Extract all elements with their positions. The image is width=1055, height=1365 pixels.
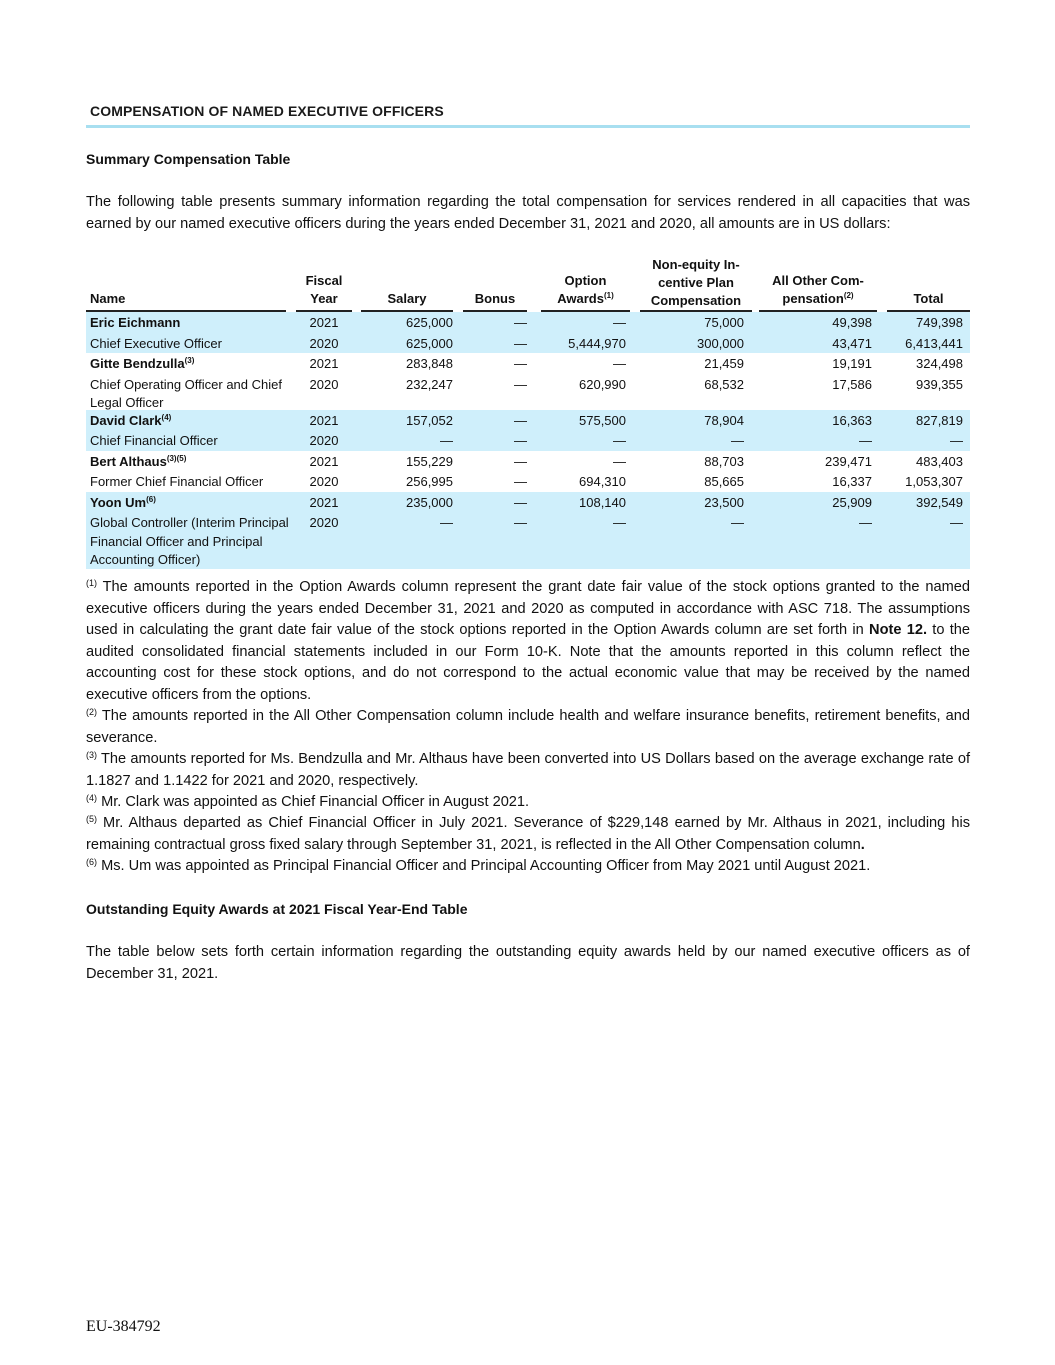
cell-option: — <box>613 433 626 448</box>
cell-nonequity: 21,459 <box>704 356 744 371</box>
cell-other: 43,471 <box>832 335 872 351</box>
footnote-1: $^{(1)}$ The amounts reported in the Option Awards column represent the grant date fair value of the stock options granted to the named executive officers during the years ended December 31, 2021 and 2020 as computed in accordance with ASC 718. The assumptions used in calculating the grant date fair value of the stock options reported in the Option Awards column are set forth in Note 12. to the audited consolidated financial statements included in our Form 10-K. Note that the amounts reported in this column reflect the accounting cost for these stock options, and do not correspond to the actual economic value that may be received by the named executive officers from the options. <box>86 578 971 703</box>
table-row <box>86 374 970 410</box>
table-row <box>86 312 970 333</box>
cell-option: 694,310 <box>579 474 626 489</box>
cell-year: 2021 <box>309 453 339 469</box>
outstanding-equity-heading: Outstanding Equity Awards at 2021 Fiscal Year-End Table <box>86 901 468 917</box>
cell-salary: 155,229 <box>406 453 453 469</box>
cell-name: David Clark$^{(4)}$ <box>90 412 172 428</box>
cell-salary: — <box>440 515 453 530</box>
header-bonus: Bonus <box>463 290 527 312</box>
cell-name: Gitte Bendzulla$^{(3)}$ <box>90 356 195 371</box>
cell-total: 392,549 <box>916 494 963 510</box>
table-row <box>86 353 970 374</box>
cell-year: 2020 <box>309 433 339 448</box>
cell-salary: 625,000 <box>406 335 453 351</box>
cell-nonequity: 88,703 <box>704 453 744 469</box>
cell-salary: 232,247 <box>406 376 453 392</box>
footnote-2: $^{(2)}$ The amounts reported in the All Other Compensation column include health and welfare insurance benefits, retirement benefits, and severance. <box>86 707 971 746</box>
cell-name: Global Controller (Interim Principal Financial Officer and Principal Accounting Officer) <box>90 515 289 567</box>
cell-name: Bert Althaus$^{(3)(5)}$ <box>90 453 187 469</box>
cell-other: 239,471 <box>825 453 872 469</box>
cell-bonus: — <box>514 433 527 448</box>
cell-year: 2020 <box>309 474 339 489</box>
cell-nonequity: — <box>731 515 744 530</box>
cell-year: 2020 <box>309 335 339 351</box>
summary-compensation-table <box>86 258 970 569</box>
cell-bonus: — <box>514 494 527 510</box>
cell-salary: 283,848 <box>406 356 453 371</box>
cell-salary: 625,000 <box>406 315 453 330</box>
cell-year: 2021 <box>309 356 339 371</box>
cell-total: 827,819 <box>916 412 963 428</box>
header-nonequity-incentive: Non-equity In- centive Plan Compensation <box>640 256 752 312</box>
header-name: Name <box>86 290 286 312</box>
cell-other: 16,363 <box>832 412 872 428</box>
table-row <box>86 451 970 472</box>
footnote-4: $^{(4)}$ Mr. Clark was appointed as Chief Financial Officer in August 2021. <box>86 793 530 810</box>
cell-year: 2020 <box>309 376 339 392</box>
cell-total: 483,403 <box>916 453 963 469</box>
cell-total: — <box>950 433 963 448</box>
cell-bonus: — <box>514 453 527 469</box>
cell-name: Chief Financial Officer <box>90 433 218 448</box>
cell-bonus: — <box>514 356 527 371</box>
table-row <box>86 471 970 492</box>
header-salary: Salary <box>361 290 453 312</box>
header-all-other-compensation: All Other Com- pensation$^{(2)}$ <box>759 272 877 312</box>
footnote-5: $^{(5)}$ Mr. Althaus departed as Chief Financial Officer in July 2021. Severance of $229,148 earned by Mr. Althaus in 2021, including his remaining contractual gross fixed salary through September 31, 2021, is reflected in the All Other Compensation column. <box>86 814 970 853</box>
cell-total: 939,355 <box>916 376 963 392</box>
cell-option: 620,990 <box>579 376 626 392</box>
cell-nonequity: 85,665 <box>704 474 744 489</box>
section-divider <box>86 125 970 128</box>
cell-bonus: — <box>514 412 527 428</box>
footnote-6: $^{(6)}$ Ms. Um was appointed as Principal Financial Officer and Principal Accounting Officer from May 2021 until August 2021. <box>86 857 871 874</box>
cell-option: — <box>613 515 626 530</box>
cell-bonus: — <box>514 335 527 351</box>
cell-total: 749,398 <box>916 315 963 330</box>
table-header <box>86 258 970 312</box>
cell-bonus: — <box>514 315 527 330</box>
cell-other: 25,909 <box>832 494 872 510</box>
cell-salary: 235,000 <box>406 494 453 510</box>
cell-total: 1,053,307 <box>905 474 963 489</box>
cell-total: — <box>950 515 963 530</box>
cell-option: — <box>613 453 626 469</box>
cell-other: 49,398 <box>832 315 872 330</box>
cell-bonus: — <box>514 515 527 530</box>
cell-salary: — <box>440 433 453 448</box>
table-row <box>86 512 970 569</box>
table-row <box>86 333 970 354</box>
cell-salary: 157,052 <box>406 412 453 428</box>
cell-total: 324,498 <box>916 356 963 371</box>
outstanding-equity-intro: The table below sets forth certain information regarding the outstanding equity awards held by our named executive officers as of December 31, 2021. <box>86 944 970 982</box>
section-title: COMPENSATION OF NAMED EXECUTIVE OFFICERS <box>90 103 444 119</box>
cell-name: Former Chief Financial Officer <box>90 474 264 489</box>
cell-nonequity: 75,000 <box>704 315 744 330</box>
cell-year: 2021 <box>309 315 339 330</box>
cell-year: 2020 <box>309 515 339 530</box>
cell-bonus: — <box>514 376 527 392</box>
cell-other: — <box>859 515 872 530</box>
cell-name: Yoon Um$^{(6)}$ <box>90 494 156 510</box>
header-option-awards: Option Awards$^{(1)}$ <box>541 272 630 312</box>
cell-option: — <box>613 315 626 330</box>
document-id: EU-384792 <box>86 1318 161 1335</box>
table-row <box>86 430 970 451</box>
header-total: Total <box>887 290 970 312</box>
cell-name: Eric Eichmann <box>90 315 181 330</box>
cell-salary: 256,995 <box>406 474 453 489</box>
table-body <box>86 312 970 569</box>
header-fiscal-year: Fiscal Year <box>296 272 352 312</box>
cell-year: 2021 <box>309 494 339 510</box>
cell-year: 2021 <box>309 412 339 428</box>
cell-total: 6,413,441 <box>905 335 963 351</box>
cell-nonequity: 23,500 <box>704 494 744 510</box>
cell-option: — <box>613 356 626 371</box>
cell-option: 108,140 <box>579 494 626 510</box>
cell-bonus: — <box>514 474 527 489</box>
table-row <box>86 492 970 513</box>
cell-name: Chief Executive Officer <box>90 335 222 351</box>
cell-option: 575,500 <box>579 412 626 428</box>
cell-option: 5,444,970 <box>568 335 626 351</box>
cell-nonequity: 68,532 <box>704 376 744 392</box>
cell-nonequity: 300,000 <box>697 335 744 351</box>
cell-other: 19,191 <box>832 356 872 371</box>
summary-table-heading: Summary Compensation Table <box>86 151 291 167</box>
footnote-3: $^{(3)}$ The amounts reported for Ms. Bendzulla and Mr. Althaus have been converted into US Dollars based on the average exchange rate of 1.1827 and 1.1422 for 2021 and 2020, respectively. <box>86 750 970 789</box>
cell-name: Chief Operating Officer and Chief Legal Officer <box>90 376 282 410</box>
table-row <box>86 410 970 431</box>
cell-other: — <box>859 433 872 448</box>
summary-intro-paragraph: The following table presents summary information regarding the total compensation for services rendered in all capacities that was earned by our named executive officers during the years ended December 31, 2021 and 2020, all amounts are in US dollars: <box>86 194 970 232</box>
cell-nonequity: — <box>731 433 744 448</box>
cell-other: 17,586 <box>832 376 872 392</box>
cell-other: 16,337 <box>832 474 872 489</box>
cell-nonequity: 78,904 <box>704 412 744 428</box>
